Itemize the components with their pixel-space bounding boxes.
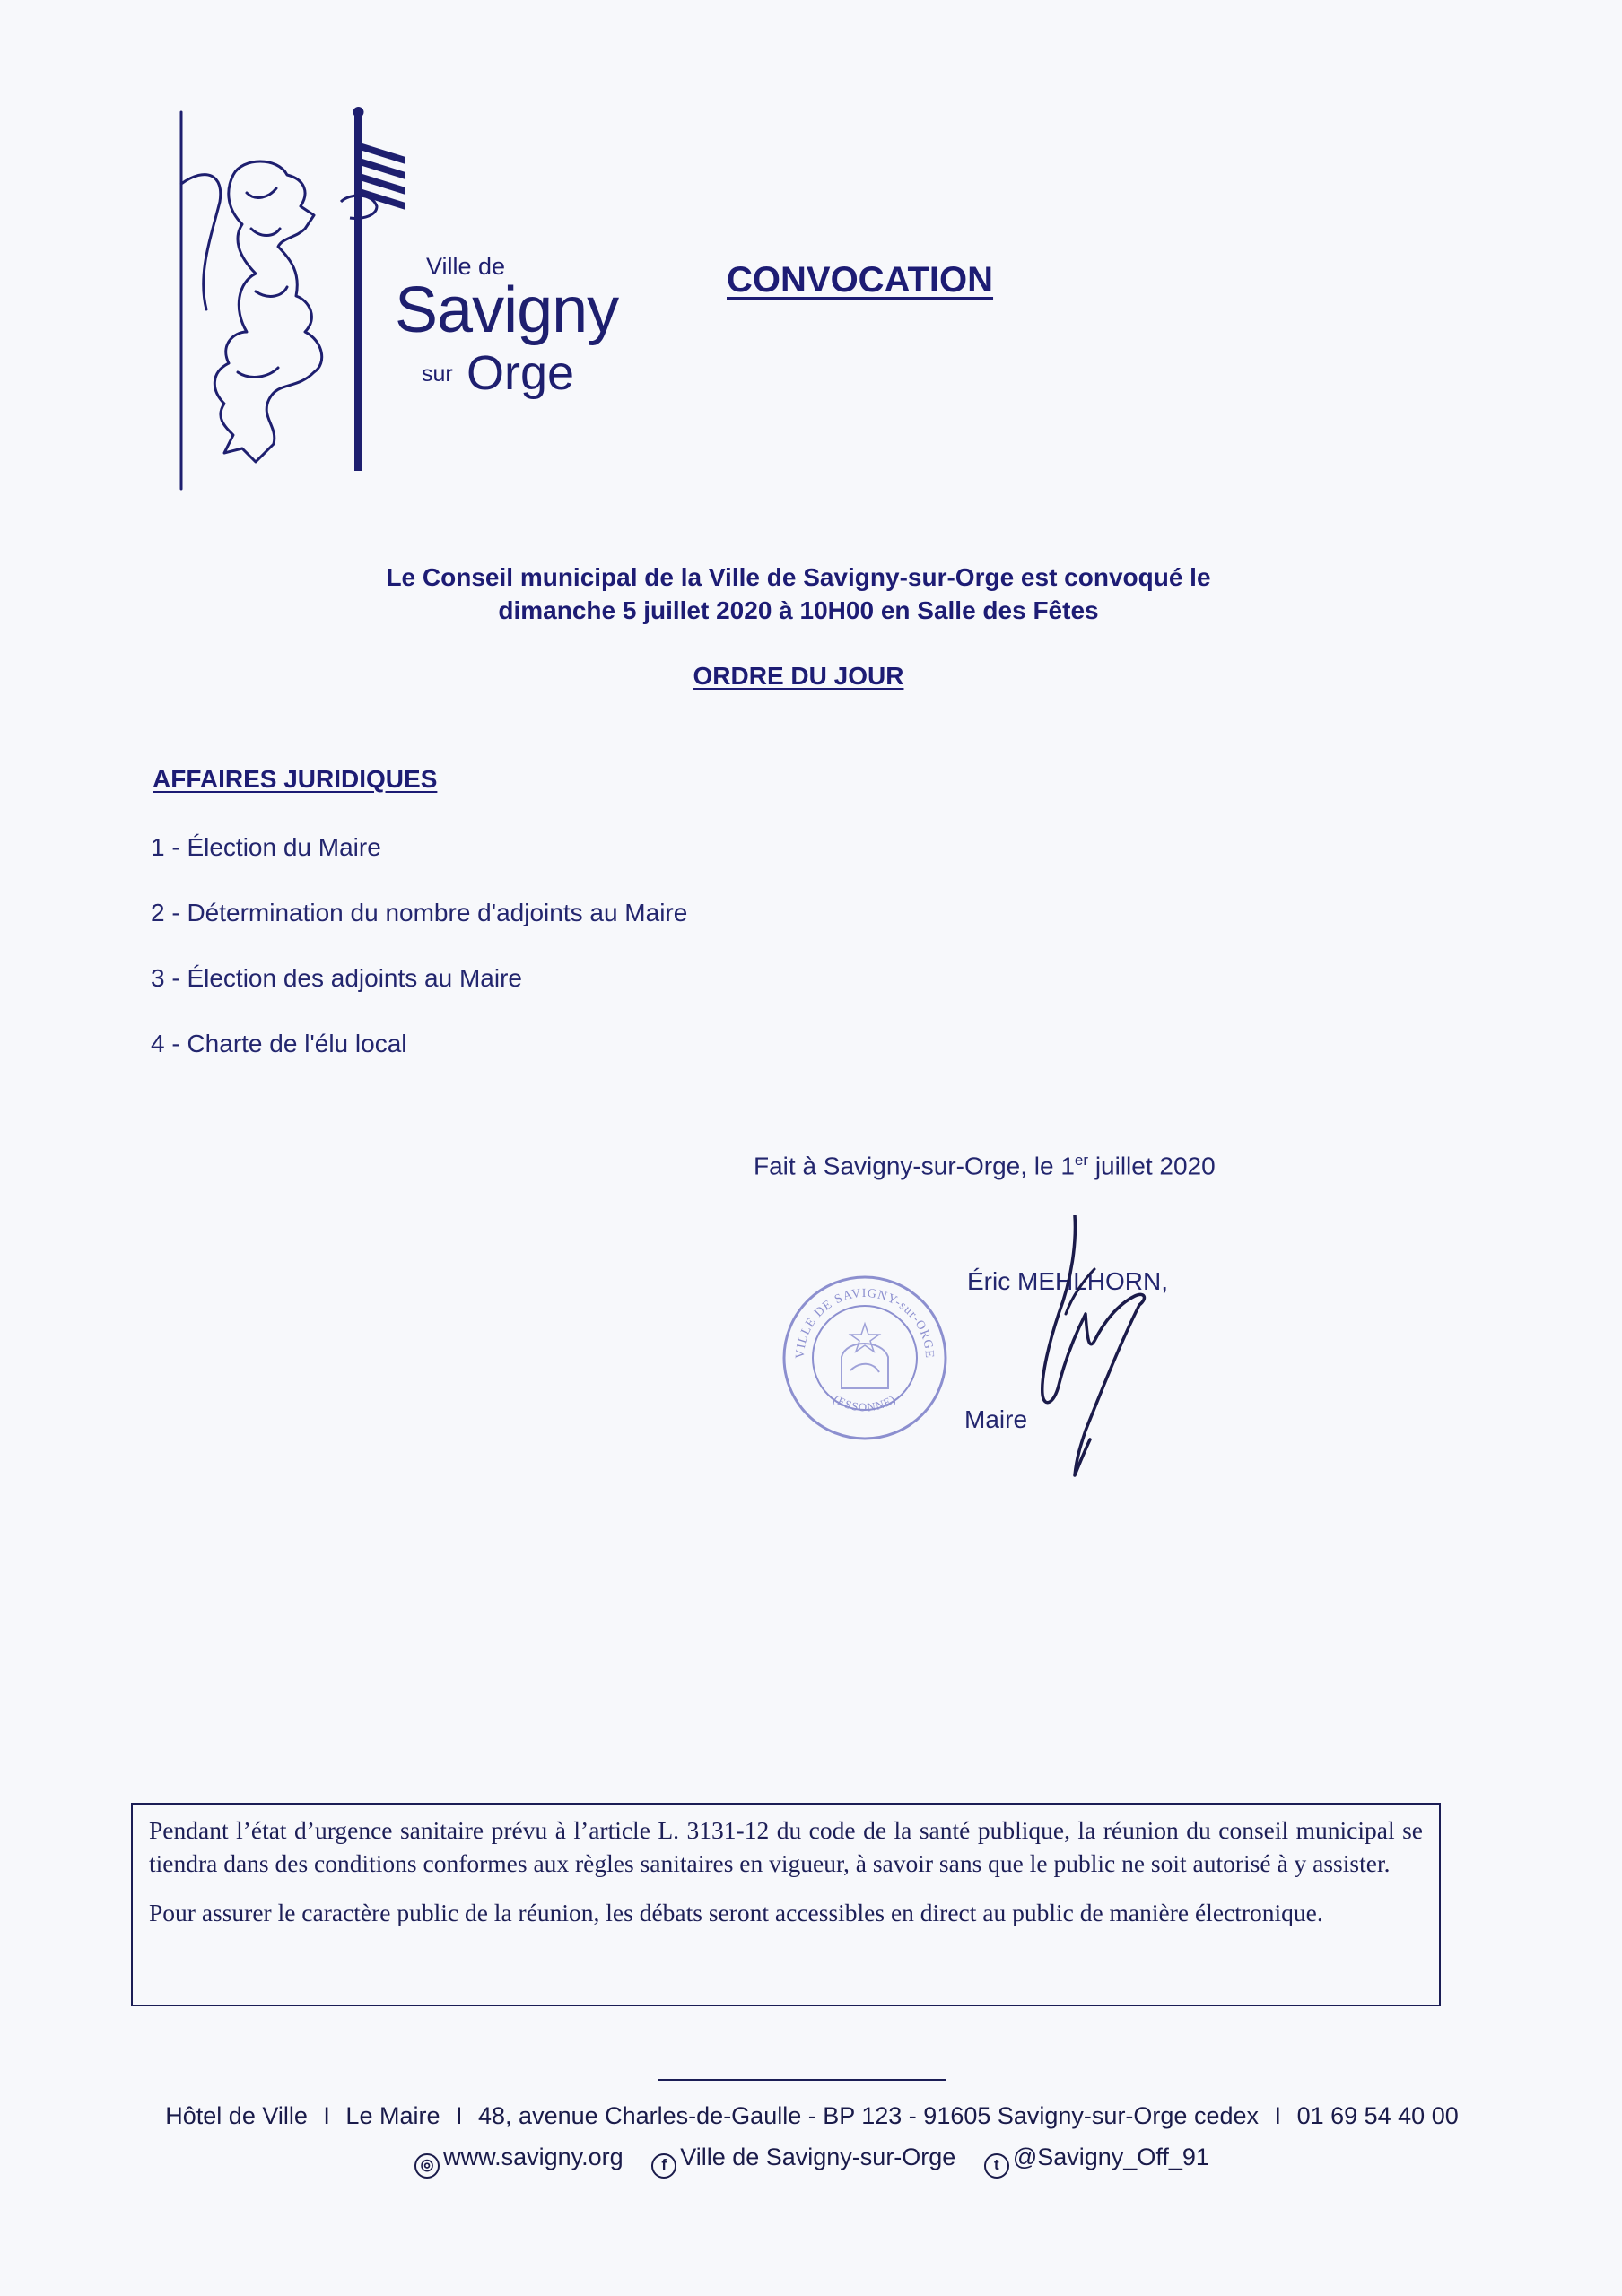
footer-maire: Le Maire: [345, 2102, 440, 2129]
logo-orge: Orge: [467, 346, 575, 400]
intro-line-2: dimanche 5 juillet 2020 à 10H00 en Salle des Fêtes: [498, 596, 1099, 624]
footer-address: 48, avenue Charles-de-Gaulle - BP 123 - 91605 Savigny-sur-Orge cedex: [478, 2102, 1260, 2129]
logo-ville-de: Ville de: [426, 253, 506, 280]
notice-paragraph-2: Pour assurer le caractère public de la réunion, les débats seront accessibles en direct au public de manière électronique.: [149, 1899, 1323, 1926]
footer-separator: I: [323, 2102, 330, 2129]
convocation-intro: [269, 561, 1328, 627]
svg-text:(ESSONNE): [832, 1392, 899, 1414]
ordre-du-jour-heading: ORDRE DU JOUR: [693, 662, 904, 690]
signatory-name: Éric MEHLHORN,: [967, 1267, 1169, 1295]
footer-phone: 01 69 54 40 00: [1296, 2102, 1459, 2129]
agenda-item: 4 - Charte de l'élu local: [151, 1030, 407, 1057]
signatory-role: Maire: [964, 1405, 1028, 1433]
section-heading: AFFAIRES JURIDIQUES: [153, 765, 438, 793]
agenda-item: 3 - Élection des adjoints au Maire: [151, 964, 522, 992]
notice-paragraph-1: Pendant l’état d’urgence sanitaire prévu à l’article L. 3131-12 du code de la santé publique, la réunion du conseil municipal se tiendra dans des conditions conformes aux règles sanitaires en vigueur, à savoir sans que le public ne soit autorisé à y assister.: [149, 1816, 1423, 1877]
twitter-icon: t: [984, 2153, 1009, 2179]
document-title: CONVOCATION: [727, 260, 994, 300]
footer-divider: [658, 2079, 946, 2081]
place-date-text: Fait à Savigny-sur-Orge, le 1: [754, 1152, 1075, 1180]
footer-twitter-link[interactable]: [984, 2144, 1209, 2173]
intro-line-1: Le Conseil municipal de la Ville de Savigny-sur-Orge est convoqué le: [386, 563, 1211, 591]
agenda-list: [151, 830, 687, 1091]
signature-icon: [1032, 1215, 1211, 1484]
footer-website: www.savigny.org: [443, 2144, 624, 2170]
official-seal-icon: [779, 1272, 951, 1444]
logo-savigny: Savigny: [395, 274, 619, 346]
globe-icon: ◎: [414, 2153, 440, 2179]
agenda-item: 2 - Détermination du nombre d'adjoints au Maire: [151, 899, 688, 926]
footer-contact-line: [54, 2144, 1570, 2179]
facebook-icon: f: [651, 2153, 676, 2179]
place-date-superscript: er: [1074, 1152, 1089, 1169]
logo-sur: sur: [422, 361, 453, 387]
seal-bottom-text: (ESSONNE): [831, 1391, 899, 1414]
health-emergency-notice: [131, 1803, 1441, 2006]
footer-twitter: @Savigny_Off_91: [1012, 2144, 1209, 2170]
seal-top-text: VILLE DE SAVIGNY-sur-ORGE: [793, 1286, 937, 1360]
footer-website-link[interactable]: [414, 2144, 624, 2173]
footer-separator: I: [1274, 2102, 1282, 2129]
footer-hotel: Hôtel de Ville: [165, 2102, 308, 2129]
footer-facebook-link[interactable]: [651, 2144, 956, 2173]
place-and-date: [754, 1152, 1216, 1180]
agenda-item: 1 - Élection du Maire: [151, 833, 381, 861]
footer-separator: I: [455, 2102, 463, 2129]
footer-address-line: [54, 2102, 1570, 2130]
footer-facebook: Ville de Savigny-sur-Orge: [680, 2144, 956, 2170]
place-date-month: juillet 2020: [1088, 1152, 1216, 1180]
